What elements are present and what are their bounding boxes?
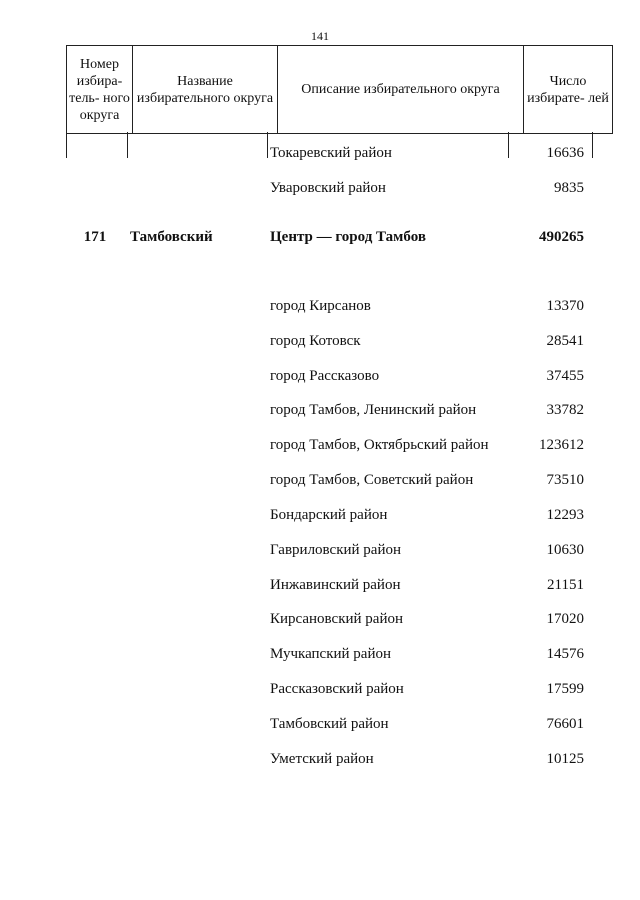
header-district-description: Описание избирательного округа (278, 46, 524, 134)
district-description: Гавриловский район (270, 542, 402, 558)
table-row (0, 577, 640, 597)
table-row (0, 402, 640, 422)
district-name: Тамбовский (130, 229, 213, 245)
voter-count: 37455 (546, 368, 584, 384)
district-description: Токаревский район (270, 145, 392, 161)
voter-count: 12293 (546, 507, 584, 523)
voter-count: 13370 (546, 298, 584, 314)
voter-count: 16636 (546, 145, 584, 161)
district-description: Кирсановский район (270, 611, 404, 627)
district-description: Уваровский район (270, 180, 386, 196)
voter-count: 10630 (546, 542, 584, 558)
header-district-name: Название избирательного округа (133, 46, 278, 134)
table-row (0, 472, 640, 492)
table-row (0, 542, 640, 562)
district-description: Уметский район (270, 751, 374, 767)
district-description: город Тамбов, Советский район (270, 472, 474, 488)
table-row (0, 646, 640, 666)
header-district-number: Номер избира- тель- ного округа (67, 46, 133, 134)
voter-count: 14576 (546, 646, 584, 662)
district-description: Инжавинский район (270, 577, 401, 593)
voter-count: 123612 (539, 437, 584, 453)
table-row (0, 180, 640, 200)
table-row (0, 229, 640, 249)
district-description: Мучкапский район (270, 646, 392, 662)
voter-count: 73510 (546, 472, 584, 488)
table-row (0, 333, 640, 353)
district-description: Бондарский район (270, 507, 388, 523)
table-row (0, 751, 640, 771)
voter-count: 9835 (554, 180, 584, 196)
table-row (0, 145, 640, 165)
table-row (0, 437, 640, 457)
voter-count: 17599 (546, 681, 584, 697)
voter-count: 490265 (539, 229, 584, 245)
voter-count: 76601 (546, 716, 584, 732)
header-voter-count: Число избирате- лей (524, 46, 613, 134)
table-row (0, 507, 640, 527)
table-row (0, 716, 640, 736)
voter-count: 10125 (546, 751, 584, 767)
table-row (0, 368, 640, 388)
district-number: 171 (83, 229, 107, 245)
table-row (0, 681, 640, 701)
table-row (0, 298, 640, 318)
page-number: 141 (311, 29, 329, 43)
district-description: город Тамбов, Ленинский район (270, 402, 477, 418)
district-description: Тамбовский район (270, 716, 389, 732)
voter-count: 17020 (546, 611, 584, 627)
voter-count: 21151 (547, 577, 584, 593)
district-description: город Кирсанов (270, 298, 371, 314)
voter-count: 28541 (546, 333, 584, 349)
district-description: Центр — город Тамбов (270, 229, 426, 245)
table-header (66, 45, 613, 134)
district-description: город Рассказово (270, 368, 380, 384)
district-description: город Котовск (270, 333, 361, 349)
district-description: город Тамбов, Октябрьский район (270, 437, 489, 453)
voter-count: 33782 (546, 402, 584, 418)
district-description: Рассказовский район (270, 681, 404, 697)
table-row (0, 611, 640, 631)
